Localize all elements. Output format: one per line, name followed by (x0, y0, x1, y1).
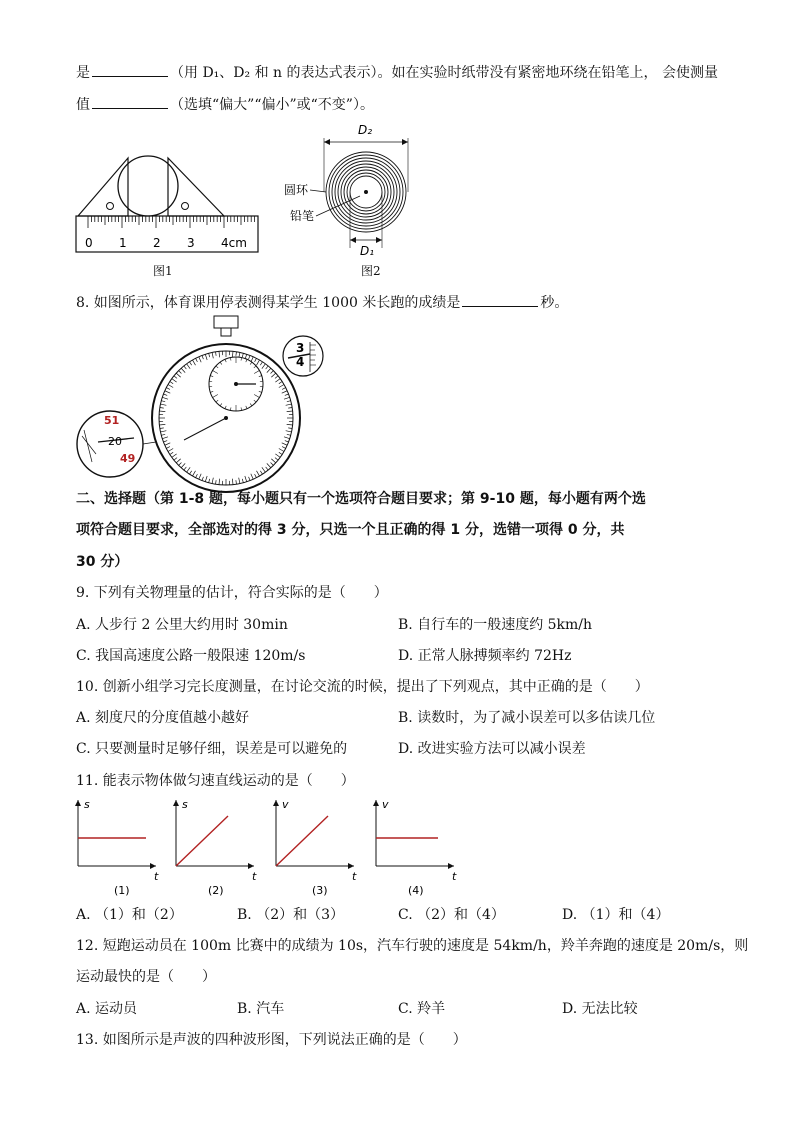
q10-option-d[interactable]: D. 改进实验方法可以减小误差 (398, 741, 586, 757)
graph-caption: (3) (312, 884, 328, 897)
ruler-tick-label: 3 (187, 236, 195, 250)
stopwatch-figure (74, 314, 334, 484)
graph-ylabel: v (382, 798, 389, 811)
graph-1 (75, 798, 159, 897)
q11-graphs (70, 796, 470, 901)
answer-blank[interactable] (92, 94, 168, 109)
q11-option-a[interactable]: A. （1）和（2） (76, 907, 183, 923)
q12-stem-2: 运动最快的是（ ） (76, 969, 216, 985)
graph-xlabel: t (452, 870, 457, 883)
graph-caption: (1) (114, 884, 130, 897)
ruler-tick-label: 4cm (221, 236, 247, 250)
section-2-heading-2: 项符合题目要求，全部选对的得 3 分，只选一个且正确的得 1 分，选错一项得 0 分，共 (76, 522, 625, 538)
pencil-label: 铅笔 (290, 209, 315, 223)
q12-option-b[interactable]: B. 汽车 (237, 1001, 285, 1017)
q11-option-c[interactable]: C. （2）和（4） (398, 907, 505, 923)
zoom-left-label: 49 (120, 452, 136, 465)
graph-caption: (2) (208, 884, 224, 897)
q12-option-a[interactable]: A. 运动员 (76, 1001, 138, 1017)
q11-option-b[interactable]: B. （2）和（3） (237, 907, 345, 923)
zoom-top-label: 3 (296, 341, 305, 355)
figure-2-coil (280, 122, 450, 258)
q9-option-c[interactable]: C. 我国高速度公路一般限速 120m/s (76, 648, 306, 664)
q8-stem: 8. 如图所示，体育课用停表测得某学生 1000 米长跑的成绩是 秒。 (76, 292, 568, 313)
d1-label: D₁ (360, 244, 375, 258)
answer-blank[interactable] (462, 292, 538, 307)
q7-line2: 值 （选填“偏大”“偏小”或“不变”）。 (76, 94, 374, 115)
q9-option-d[interactable]: D. 正常人脉搏频率约 72Hz (398, 648, 572, 664)
graph-2 (173, 798, 257, 897)
section-2-heading-1: 二、选择题（第 1-8 题，每小题只有一个选项符合题目要求；第 9-10 题，每小题有两个选 (76, 491, 646, 507)
zoom-left-label: 20 (108, 435, 122, 448)
graph-xlabel: t (352, 870, 357, 883)
graph-3 (273, 798, 357, 897)
d2-label: D₂ (358, 123, 373, 137)
graph-caption: (4) (408, 884, 424, 897)
q7-line1: 是 （用 D₁、D₂ 和 n 的表达式表示）。如在实验时纸带没有紧密地环绕在铅笔上， 会使测量 (76, 62, 718, 83)
q11-stem: 11. 能表示物体做匀速直线运动的是（ ） (76, 773, 355, 789)
q12-option-c[interactable]: C. 羚羊 (398, 1001, 446, 1017)
graph-ylabel: s (182, 798, 188, 811)
answer-blank[interactable] (92, 62, 168, 77)
q11-option-d[interactable]: D. （1）和（4） (562, 907, 670, 923)
q12-stem-1: 12. 短跑运动员在 100m 比赛中的成绩为 10s，汽车行驶的速度是 54km/h，羚羊奔跑的速度是 20m/s，则 (76, 938, 749, 954)
q13-stem: 13. 如图所示是声波的四种波形图，下列说法正确的是（ ） (76, 1032, 467, 1048)
ring-label: 圆环 (284, 183, 309, 197)
q10-option-a[interactable]: A. 刻度尺的分度值越小越好 (76, 710, 250, 726)
q10-option-c[interactable]: C. 只要测量时足够仔细，误差是可以避免的 (76, 741, 348, 757)
graph-4 (373, 798, 457, 897)
q9-stem: 9. 下列有关物理量的估计，符合实际的是（ ） (76, 585, 388, 601)
q9-option-b[interactable]: B. 自行车的一般速度约 5km/h (398, 617, 593, 633)
figure-1-caption: 图1 (153, 264, 173, 278)
ruler-tick-label: 2 (153, 236, 161, 250)
zoom-left-label: 51 (104, 414, 120, 427)
q10-stem: 10. 创新小组学习完长度测量，在讨论交流的时候，提出了下列观点，其中正确的是（ ） (76, 679, 649, 695)
graph-ylabel: v (282, 798, 289, 811)
graph-ylabel: s (84, 798, 90, 811)
q12-option-d[interactable]: D. 无法比较 (562, 1001, 638, 1017)
q9-option-a[interactable]: A. 人步行 2 公里大约用时 30min (76, 617, 288, 633)
ruler-tick-label: 0 (85, 236, 93, 250)
figure-1-ruler (72, 150, 272, 260)
ruler-tick-label: 1 (119, 236, 127, 250)
q10-option-b[interactable]: B. 读数时，为了减小误差可以多估读几位 (398, 710, 656, 726)
zoom-top-label: 4 (296, 355, 305, 369)
graph-xlabel: t (252, 870, 257, 883)
section-2-heading-3: 30 分） (76, 554, 129, 570)
figure-2-caption: 图2 (361, 264, 381, 278)
graph-xlabel: t (154, 870, 159, 883)
